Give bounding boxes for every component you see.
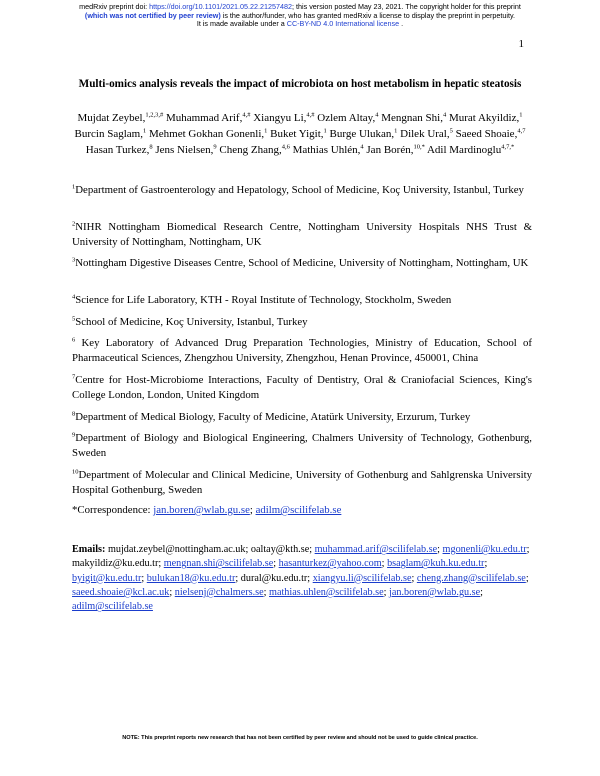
- emails-block: Emails: mujdat.zeybel@nottingham.ac.uk; oaltay@kth.se; muhammad.arif@scilifelab.se; mgonenli@ku.edu.tr; makyildiz@ku.edu.tr; mengnan.shi@scilifelab.se; hasanturkez@yahoo.com; bsaglam@kuh.ku.edu.tr; byigit@ku.edu.tr; bulukan18@ku.edu.tr; dural@ku.edu.tr; xiangyu.li@scilifelab.se; cheng.zhang@scilifelab.se; saeed.shoaie@kcl.ac.uk; nielsenj@chalmers.se; mathias.uhlen@scilifelab.se; jan.boren@wlab.gu.se; adilm@scilifelab.se: [72, 544, 530, 613]
- email-address[interactable]: nielsenj@chalmers.se: [174, 586, 264, 598]
- author-affiliation-marker: 9: [213, 143, 217, 151]
- author-name: Mengnan Shi,: [378, 112, 443, 124]
- header-suffix: ; this version posted May 23, 2021. The copyright holder for this preprint: [292, 2, 521, 11]
- email-address[interactable]: bsaglam@kuh.ku.edu.tr: [387, 558, 485, 570]
- affiliation-text: Centre for Host-Microbiome Interactions, Faculty of Dentistry, Oral & Craniofacial Sciences, King's College London, London, United Kingdom: [72, 374, 532, 401]
- author-affiliation-marker: 4,7: [517, 127, 526, 135]
- author-affiliation-marker: 4: [375, 111, 379, 119]
- author-name: Murat Akyildiz,: [446, 112, 520, 124]
- affiliation-6: [72, 336, 532, 365]
- peer-review-note: (which was not certified by peer review): [84, 10, 221, 20]
- affiliation-7: [72, 373, 532, 402]
- author-affiliation-marker: 4,6: [281, 143, 290, 151]
- author-name: Saeed Shoaie,: [452, 128, 518, 140]
- author-name: Muhammad Arif,: [163, 112, 243, 124]
- author-name: Adil Mardinoglu: [424, 144, 502, 156]
- correspondence-separator: ;: [249, 504, 256, 516]
- author-affiliation-marker: 1: [142, 127, 147, 135]
- author-affiliation-marker: 5: [449, 127, 453, 135]
- preprint-header: [60, 3, 540, 29]
- author-name: Burge Ulukan,: [326, 128, 395, 140]
- affiliation-text: Department of Medical Biology, Faculty of Medicine, Atatürk University, Erzurum, Turkey: [75, 411, 471, 423]
- author-affiliation-marker: 10,*: [413, 143, 425, 151]
- affiliation-number: 4: [72, 293, 76, 301]
- affiliation-8: [72, 410, 532, 425]
- availability-prefix: It is made available under a: [196, 19, 287, 29]
- author-affiliation-marker: 4,7,*: [501, 143, 515, 151]
- affiliation-1: [72, 183, 532, 198]
- author-affiliation-marker: 1: [519, 111, 523, 119]
- author-name: Dilek Ural,: [397, 128, 450, 140]
- correspondence-email-2[interactable]: adilm@scilifelab.se: [255, 504, 342, 516]
- author-name: Jan Borén,: [363, 144, 414, 156]
- correspondence: [72, 503, 532, 518]
- header-prefix: medRxiv preprint doi:: [79, 2, 150, 11]
- affiliation-number: 6: [72, 336, 76, 344]
- author-affiliation-marker: 1: [323, 127, 327, 135]
- author-name: Mujdat Zeybel,: [77, 112, 146, 124]
- affiliation-number: 5: [72, 315, 76, 323]
- affiliation-text: Department of Gastroenterology and Hepatology, School of Medicine, Koç University, Istanbul, Turkey: [75, 184, 524, 196]
- email-address[interactable]: cheng.zhang@scilifelab.se: [416, 572, 526, 584]
- affiliation-number: 9: [72, 431, 76, 439]
- author-list: [68, 110, 532, 158]
- affiliation-number: 1: [72, 183, 76, 191]
- author-affiliation-marker: 8: [149, 143, 153, 151]
- author-affiliation-marker: 1: [394, 127, 398, 135]
- paper-title: Multi-omics analysis reveals the impact of microbiota on host metabolism in hepatic steatosis: [78, 78, 522, 90]
- affiliation-text: Department of Biology and Biological Engineering, Chalmers University of Technology, Gothenburg, Sweden: [72, 432, 532, 459]
- email-address[interactable]: bulukan18@ku.edu.tr: [146, 572, 236, 584]
- email-address: oaltay@kth.se: [250, 544, 310, 555]
- author-name: Buket Yigit,: [267, 128, 324, 140]
- email-address[interactable]: mathias.uhlen@scilifelab.se: [269, 586, 384, 598]
- author-name: Mehmet Gokhan Gonenli,: [146, 128, 265, 140]
- author-name: Mathias Uhlén,: [289, 144, 361, 156]
- author-name: Ozlem Altay,: [314, 112, 376, 124]
- email-address[interactable]: muhammad.arif@scilifelab.se: [314, 544, 438, 555]
- affiliation-number: 3: [72, 256, 76, 264]
- affiliation-number: 2: [72, 220, 76, 228]
- email-address: makyildiz@ku.edu.tr: [72, 558, 159, 570]
- email-address[interactable]: mgonenli@ku.edu.tr: [442, 544, 527, 555]
- email-address[interactable]: jan.boren@wlab.gu.se: [389, 586, 481, 598]
- license-link[interactable]: CC-BY-ND 4.0 International license: [286, 19, 400, 29]
- email-address: dural@ku.edu.tr: [240, 572, 308, 584]
- email-address[interactable]: byigit@ku.edu.tr: [72, 572, 142, 584]
- email-address: mujdat.zeybel@nottingham.ac.uk: [107, 544, 246, 555]
- author-affiliation-marker: 1: [264, 127, 268, 135]
- author-name: Xiangyu Li,: [250, 112, 307, 124]
- affiliation-text: NIHR Nottingham Biomedical Research Centre, Nottingham University Hospitals NHS Trust & University of Nottingham, Nottingham, UK: [72, 221, 532, 248]
- affiliation-text: Department of Molecular and Clinical Medicine, University of Gothenburg and Sahlgrenska University Hospital Gothenburg, Sweden: [72, 469, 532, 496]
- email-address[interactable]: saeed.shoaie@kcl.ac.uk: [72, 586, 170, 598]
- author-name: Burcin Saglam,: [74, 128, 143, 140]
- doi-link[interactable]: https://doi.org/10.1101/2021.05.22.21257482: [149, 2, 293, 11]
- affiliation-text: Nottingham Digestive Diseases Centre, School of Medicine, University of Nottingham, Nottingham, UK: [75, 257, 529, 269]
- affiliation-4: [72, 293, 532, 308]
- email-address[interactable]: hasanturkez@yahoo.com: [278, 558, 382, 570]
- correspondence-label: *Correspondence:: [72, 504, 154, 516]
- emails-label: Emails:: [72, 544, 106, 555]
- email-address[interactable]: mengnan.shi@scilifelab.se: [163, 558, 274, 570]
- author-affiliation-marker: 4: [442, 111, 447, 119]
- license-statement: is the author/funder, who has granted medRxiv a license to display the preprint in perpetuity.: [220, 10, 516, 20]
- affiliation-text: Key Laboratory of Advanced Drug Preparation Technologies, Ministry of Education, School of Pharmaceutical Sciences, Zhengzhou University, Zhengzhou, Henan Province, 450001, China: [72, 337, 532, 364]
- affiliation-10: [72, 468, 532, 497]
- email-address[interactable]: adilm@scilifelab.se: [72, 601, 153, 613]
- author-affiliation-marker: 4,#: [242, 111, 251, 119]
- affiliation-number: 10: [72, 468, 79, 476]
- author-affiliation-marker: 1,2,3,#: [145, 111, 164, 119]
- affiliation-9: [72, 431, 532, 460]
- affiliation-number: 7: [72, 373, 76, 381]
- availability-suffix: .: [399, 19, 404, 29]
- author-name: Cheng Zhang,: [216, 144, 282, 156]
- author-name: Hasan Turkez,: [85, 144, 150, 156]
- author-affiliation-marker: 4: [360, 143, 364, 151]
- affiliation-3: [72, 256, 532, 271]
- affiliation-2: [72, 220, 532, 249]
- author-affiliation-marker: 4,#: [306, 111, 315, 119]
- footer-note: NOTE: This preprint reports new research that has not been certified by peer review and should not be used to guide clinical practice.: [122, 735, 478, 741]
- page-number: 1: [518, 38, 524, 50]
- affiliation-text: Science for Life Laboratory, KTH - Royal Institute of Technology, Stockholm, Sweden: [75, 294, 452, 306]
- affiliation-text: School of Medicine, Koç University, Istanbul, Turkey: [75, 316, 308, 328]
- correspondence-email-1[interactable]: jan.boren@wlab.gu.se: [153, 504, 250, 516]
- affiliation-number: 8: [72, 410, 76, 418]
- affiliation-5: [72, 315, 532, 330]
- email-address[interactable]: xiangyu.li@scilifelab.se: [312, 572, 412, 584]
- author-name: Jens Nielsen,: [152, 144, 214, 156]
